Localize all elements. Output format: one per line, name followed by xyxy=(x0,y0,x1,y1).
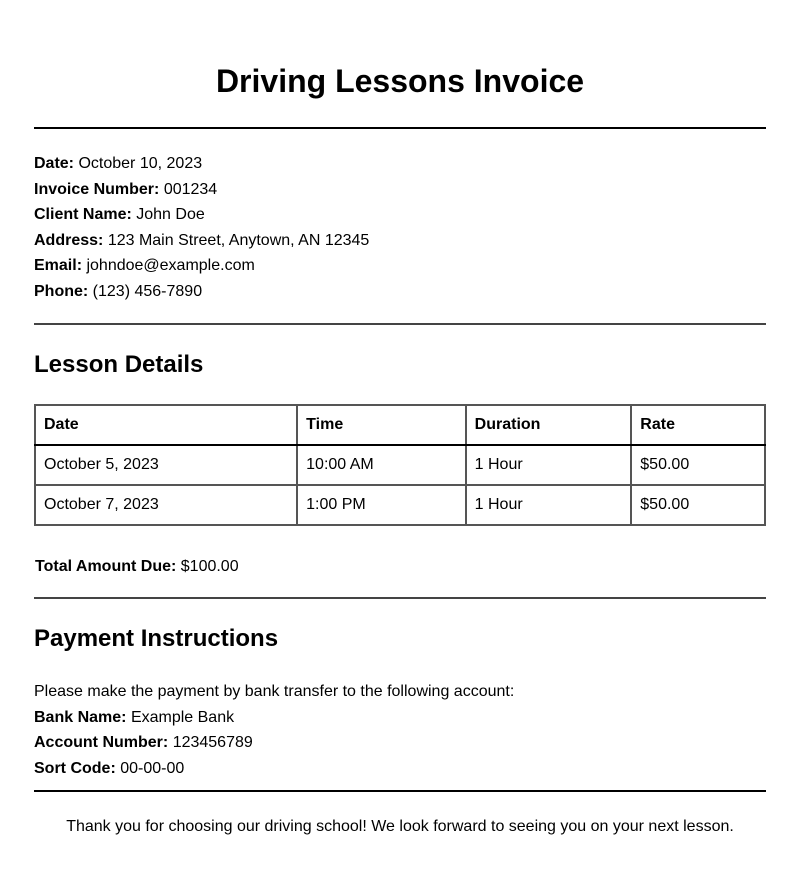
sort-code-value: 00-00-00 xyxy=(120,759,185,777)
address-value: 123 Main Street, Anytown, AN 12345 xyxy=(107,231,370,249)
account-number-value: 123456789 xyxy=(172,734,253,752)
cell-time: 1:00 PM xyxy=(297,485,466,525)
sort-code-row xyxy=(34,756,514,782)
info-divider xyxy=(34,323,766,325)
client-name-row xyxy=(34,202,369,228)
table-row xyxy=(35,445,765,485)
invoice-info xyxy=(34,151,369,305)
table-row xyxy=(35,485,765,525)
invoice-number-label: Invoice Number: xyxy=(34,180,160,198)
column-header-duration: Duration xyxy=(466,405,632,445)
email-row xyxy=(34,253,369,279)
total-value: $100.00 xyxy=(180,558,239,575)
total-divider xyxy=(34,597,766,599)
lesson-details-heading: Lesson Details xyxy=(34,351,204,378)
cell-date: October 5, 2023 xyxy=(35,445,297,485)
client-name-value: John Doe xyxy=(136,206,205,224)
cell-duration: 1 Hour xyxy=(466,485,632,525)
table-header-row xyxy=(35,405,765,445)
column-header-time: Time xyxy=(297,405,466,445)
page-title: Driving Lessons Invoice xyxy=(215,63,585,99)
bank-name-row xyxy=(34,705,514,731)
column-header-rate: Rate xyxy=(631,405,765,445)
title-divider xyxy=(34,127,766,129)
address-row xyxy=(34,228,369,254)
cell-time: 10:00 AM xyxy=(297,445,466,485)
sort-code-label: Sort Code: xyxy=(34,759,116,777)
payment-info xyxy=(34,679,514,781)
date-value: October 10, 2023 xyxy=(78,155,203,172)
cell-duration: 1 Hour xyxy=(466,445,632,485)
phone-row xyxy=(34,279,369,305)
email-value: johndoe@example.com xyxy=(86,257,255,275)
lessons-table xyxy=(34,404,766,526)
date-row xyxy=(34,151,369,177)
total-label: Total Amount Due: xyxy=(35,558,177,575)
address-label: Address: xyxy=(34,231,104,249)
cell-date: October 7, 2023 xyxy=(35,485,297,525)
account-number-label: Account Number: xyxy=(34,734,169,752)
bank-name-value: Example Bank xyxy=(130,708,235,726)
footer-message: Thank you for choosing our driving school! We look forward to seeing you on your next lesson. xyxy=(66,818,734,835)
total-amount xyxy=(35,554,239,579)
cell-rate: $50.00 xyxy=(631,445,765,485)
invoice-number-row xyxy=(34,177,369,203)
column-header-date: Date xyxy=(35,405,297,445)
cell-rate: $50.00 xyxy=(631,485,765,525)
phone-value: (123) 456-7890 xyxy=(92,282,203,300)
payment-intro: Please make the payment by bank transfer to the following account: xyxy=(34,683,515,700)
client-name-label: Client Name: xyxy=(34,206,132,224)
email-label: Email: xyxy=(34,257,83,275)
account-number-row xyxy=(34,730,514,756)
payment-instructions-heading: Payment Instructions xyxy=(34,625,279,652)
phone-label: Phone: xyxy=(34,282,89,300)
bank-name-label: Bank Name: xyxy=(34,708,127,726)
footer-divider xyxy=(34,790,766,792)
invoice-number-value: 001234 xyxy=(163,180,218,198)
date-label: Date: xyxy=(34,155,75,172)
